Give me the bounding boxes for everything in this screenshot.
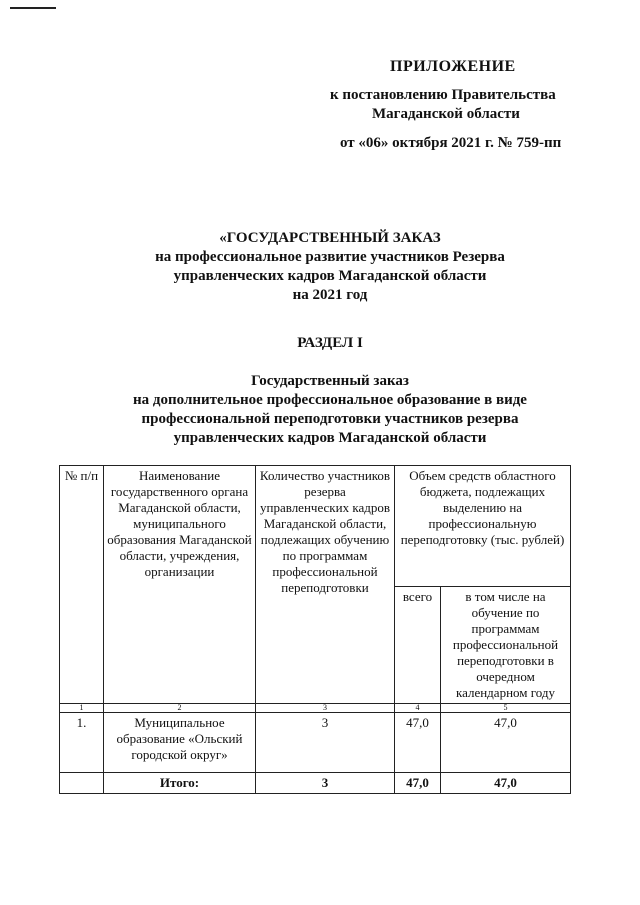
appendix-line-1: к постановлению Правительства	[330, 87, 556, 103]
header-total: всего	[395, 587, 441, 704]
order-line-4: на 2021 год	[292, 287, 368, 303]
totals-label: Итого:	[104, 773, 256, 794]
section-subtitle-block	[110, 372, 550, 448]
column-number-row	[60, 704, 571, 713]
order-line-2: на профессиональное развитие участников Резерва	[155, 249, 505, 265]
appendix-date-line: от «06» октября 2021 г. № 759-пп	[340, 135, 562, 151]
totals-row	[60, 773, 571, 794]
appendix-line-2: Магаданской области	[372, 106, 520, 122]
col-number: 5	[441, 704, 571, 713]
row-inclusive: 47,0	[441, 713, 571, 773]
subtitle-line-1: Государственный заказ	[251, 373, 409, 389]
subtitle-line-4: управленческих кадров Магаданской области	[173, 430, 487, 446]
header-num: № п/п	[60, 466, 104, 704]
col-number: 2	[104, 704, 256, 713]
order-line-3: управленческих кадров Магаданской области	[173, 268, 487, 284]
table-row	[60, 713, 571, 773]
col-number: 4	[395, 704, 441, 713]
subtitle-line-2: на дополнительное профессиональное образование в виде	[133, 392, 527, 408]
header-count: Количество участников резерва управленческих кадров Магаданской области, подлежащих обучению по программам профессиональной переподготовки	[256, 466, 395, 704]
subtitle-line-3: профессиональной переподготовки участников резерва	[141, 411, 519, 427]
totals-inclusive: 47,0	[441, 773, 571, 794]
order-title: «ГОСУДАРСТВЕННЫЙ ЗАКАЗ	[219, 230, 441, 246]
totals-empty-cell	[60, 773, 104, 794]
section-title: РАЗДЕЛ I	[297, 335, 363, 351]
totals-total: 47,0	[395, 773, 441, 794]
order-table	[59, 465, 571, 794]
header-inclusive: в том числе на обучение по программам профессиональной переподготовки в очередном календарном году	[441, 587, 571, 704]
totals-count: 3	[256, 773, 395, 794]
col-number: 1	[60, 704, 104, 713]
col-number: 3	[256, 704, 395, 713]
order-title-block	[130, 229, 530, 305]
row-count: 3	[256, 713, 395, 773]
row-total: 47,0	[395, 713, 441, 773]
row-num: 1.	[60, 713, 104, 773]
header-funds: Объем средств областного бюджета, подлежащих выделению на профессиональную переподготовку (тыс. рублей)	[395, 466, 571, 587]
header-name: Наименование государственного органа Магаданской области, муниципального образования Магаданской области, учреждения, организации	[104, 466, 256, 704]
appendix-block	[330, 57, 580, 153]
corner-scan-mark	[10, 7, 56, 9]
table-header-row	[60, 466, 571, 587]
appendix-title: ПРИЛОЖЕНИЕ	[390, 58, 516, 75]
row-name: Муниципальное образование «Ольский городской округ»	[104, 713, 256, 773]
